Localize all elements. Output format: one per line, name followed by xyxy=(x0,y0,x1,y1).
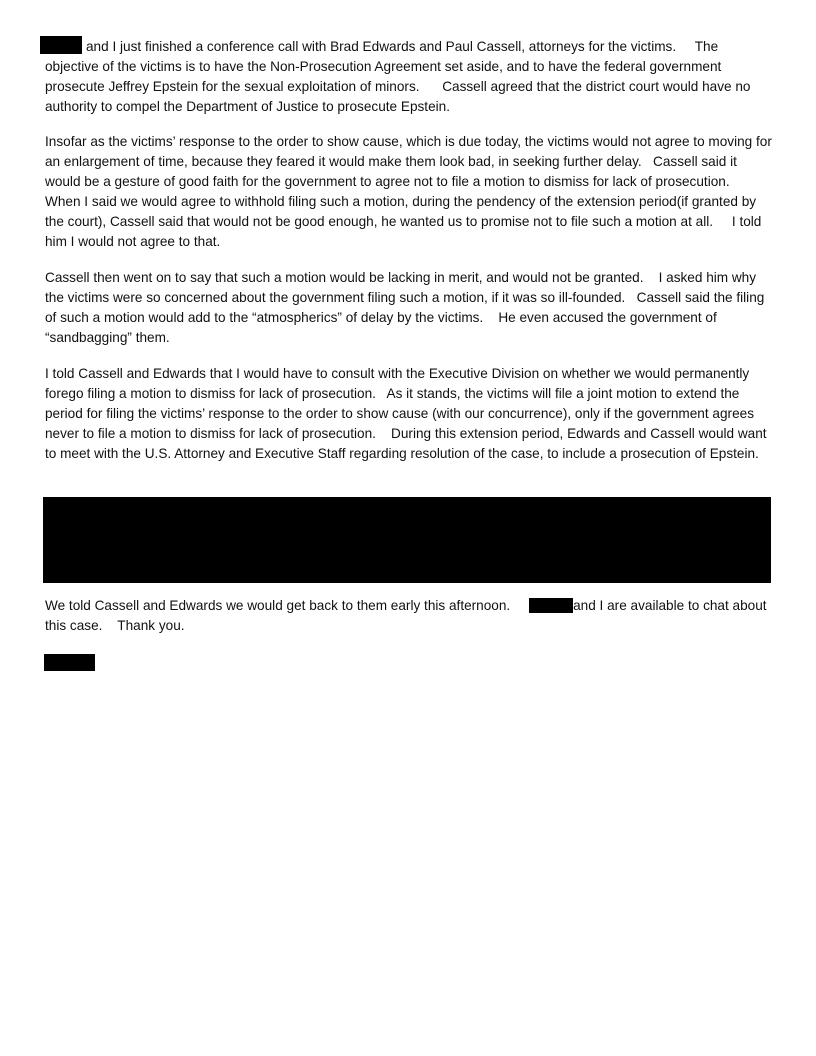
paragraph-5-text-after: and I are available to chat about this case. Thank you. xyxy=(45,598,767,633)
paragraph-executive-division xyxy=(45,364,773,464)
redaction-box-colleague-name xyxy=(529,598,573,613)
redaction-box-signature xyxy=(44,654,95,671)
paragraph-follow-up xyxy=(45,596,773,636)
paragraph-victims-response xyxy=(45,132,773,252)
paragraph-1-text: and I just finished a conference call with Brad Edwards and Paul Cassell, attorneys for the victims. The objective of the victims is to have the Non-Prosecution Agreement set aside, and to have the federal government prosecute Jeffrey Epstein for the sexual exploitation of minors. Cassell agreed that the district court would have no authority to compel the Department of Justice to prosecute Epstein. xyxy=(45,39,751,114)
paragraph-2-text: Insofar as the victims’ response to the order to show cause, which is due today, the victims would not agree to moving for an enlargement of time, because they feared it would make them look bad, in seeking further delay. Cassell said it would be a gesture of good faith for the government to agree not to file a motion to dismiss for lack of prosecution. When I said we would agree to withhold filing such a motion, during the pendency of the extension period(if granted by the court), Cassell said that would not be good enough, he wanted us to promise not to file such a motion at all. I told him I would not agree to that. xyxy=(45,134,772,249)
paragraph-4-text: I told Cassell and Edwards that I would have to consult with the Executive Division on whether we would permanently forego filing a motion to dismiss for lack of prosecution. As it stands, the victims will file a joint motion to extend the period for filing the victims’ response to the order to show cause (with our concurrence), only if the government agrees never to file a motion to dismiss for lack of prosecution. During this extension period, Edwards and Cassell would want to meet with the U.S. Attorney and Executive Staff regarding resolution of the case, to include a prosecution of Epstein. xyxy=(45,366,767,461)
paragraph-motion-merit xyxy=(45,268,773,348)
paragraph-conference-call xyxy=(45,36,773,117)
paragraph-5-text-before: We told Cassell and Edwards we would get back to them early this afternoon. xyxy=(45,598,530,613)
redaction-box-sender-colleague xyxy=(40,36,82,54)
redaction-block-large xyxy=(43,497,771,583)
paragraph-3-text: Cassell then went on to say that such a motion would be lacking in merit, and would not be granted. I asked him why the victims were so concerned about the government filing such a motion, if it was so ill-founded. Cassell said the filing of such a motion would add to the “atmospherics” of delay by the victims. He even accused the government of “sandbagging” them. xyxy=(45,270,765,345)
